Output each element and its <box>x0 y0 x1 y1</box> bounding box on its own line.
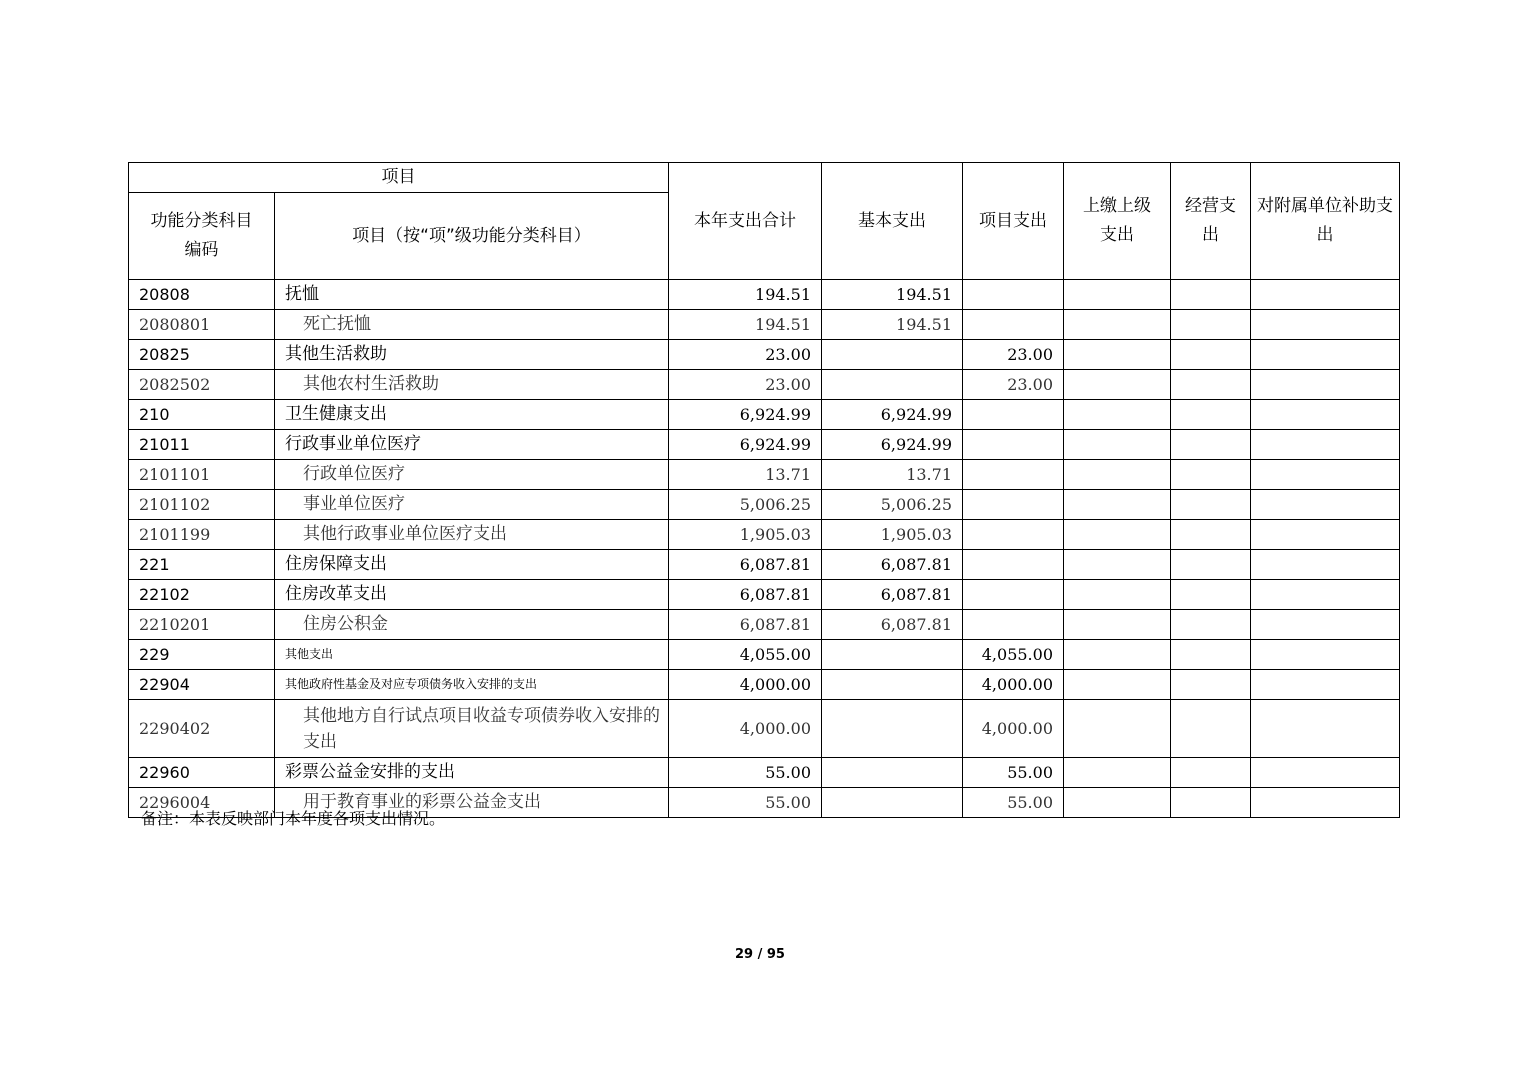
cell-subsidy <box>1251 670 1400 700</box>
header-name: 项目（按“项”级功能分类科目） <box>275 193 669 280</box>
cell-name: 其他政府性基金及对应专项债务收入安排的支出 <box>275 670 669 700</box>
cell-name: 其他地方自行试点项目收益专项债券收入安排的支出 <box>275 700 669 758</box>
cell-total: 4,055.00 <box>669 640 822 670</box>
cell-name: 行政单位医疗 <box>275 460 669 490</box>
header-upper: 上缴上级支出 <box>1064 163 1171 280</box>
cell-name: 其他支出 <box>275 640 669 670</box>
cell-total: 1,905.03 <box>669 520 822 550</box>
cell-basic: 6,087.81 <box>822 550 963 580</box>
header-project: 项目支出 <box>963 163 1064 280</box>
cell-basic <box>822 340 963 370</box>
header-business: 经营支出 <box>1171 163 1251 280</box>
cell-upper <box>1064 788 1171 818</box>
cell-upper <box>1064 310 1171 340</box>
cell-business <box>1171 460 1251 490</box>
table-row <box>129 490 1400 520</box>
cell-subsidy <box>1251 310 1400 340</box>
cell-upper <box>1064 580 1171 610</box>
table-row <box>129 550 1400 580</box>
cell-code: 20825 <box>129 340 275 370</box>
cell-project: 23.00 <box>963 340 1064 370</box>
cell-project <box>963 400 1064 430</box>
table-row <box>129 670 1400 700</box>
cell-code: 2296004 <box>129 788 275 818</box>
cell-code: 210 <box>129 400 275 430</box>
cell-project <box>963 280 1064 310</box>
cell-name: 住房保障支出 <box>275 550 669 580</box>
cell-basic: 13.71 <box>822 460 963 490</box>
cell-code: 22960 <box>129 758 275 788</box>
cell-basic: 194.51 <box>822 310 963 340</box>
cell-name: 事业单位医疗 <box>275 490 669 520</box>
cell-upper <box>1064 758 1171 788</box>
cell-business <box>1171 580 1251 610</box>
cell-subsidy <box>1251 610 1400 640</box>
cell-upper <box>1064 340 1171 370</box>
cell-total: 6,924.99 <box>669 430 822 460</box>
cell-business <box>1171 400 1251 430</box>
page-number: 29 / 95 <box>735 947 785 962</box>
cell-total: 4,000.00 <box>669 700 822 758</box>
table-row <box>129 400 1400 430</box>
cell-basic: 1,905.03 <box>822 520 963 550</box>
cell-code: 2290402 <box>129 700 275 758</box>
cell-business <box>1171 280 1251 310</box>
cell-business <box>1171 520 1251 550</box>
cell-total: 55.00 <box>669 788 822 818</box>
cell-subsidy <box>1251 280 1400 310</box>
cell-basic <box>822 640 963 670</box>
cell-business <box>1171 788 1251 818</box>
cell-subsidy <box>1251 640 1400 670</box>
cell-business <box>1171 310 1251 340</box>
cell-code: 20808 <box>129 280 275 310</box>
table-row <box>129 580 1400 610</box>
cell-total: 6,087.81 <box>669 610 822 640</box>
budget-table <box>128 162 1400 818</box>
table-body <box>129 280 1400 818</box>
cell-project: 55.00 <box>963 758 1064 788</box>
header-basic: 基本支出 <box>822 163 963 280</box>
cell-subsidy <box>1251 340 1400 370</box>
cell-subsidy <box>1251 430 1400 460</box>
cell-total: 13.71 <box>669 460 822 490</box>
cell-name: 行政事业单位医疗 <box>275 430 669 460</box>
table-row <box>129 280 1400 310</box>
cell-basic <box>822 788 963 818</box>
cell-basic: 6,087.81 <box>822 580 963 610</box>
table-row <box>129 520 1400 550</box>
cell-total: 55.00 <box>669 758 822 788</box>
cell-business <box>1171 550 1251 580</box>
cell-basic: 6,924.99 <box>822 400 963 430</box>
cell-basic <box>822 670 963 700</box>
cell-total: 23.00 <box>669 370 822 400</box>
cell-business <box>1171 370 1251 400</box>
cell-basic <box>822 700 963 758</box>
table-row <box>129 430 1400 460</box>
cell-name: 抚恤 <box>275 280 669 310</box>
cell-project <box>963 610 1064 640</box>
cell-project: 4,000.00 <box>963 670 1064 700</box>
table-row <box>129 310 1400 340</box>
cell-upper <box>1064 610 1171 640</box>
cell-code: 21011 <box>129 430 275 460</box>
cell-name: 卫生健康支出 <box>275 400 669 430</box>
cell-upper <box>1064 520 1171 550</box>
cell-subsidy <box>1251 370 1400 400</box>
table-row <box>129 370 1400 400</box>
cell-project <box>963 550 1064 580</box>
cell-business <box>1171 490 1251 520</box>
cell-project: 4,055.00 <box>963 640 1064 670</box>
cell-code: 2101102 <box>129 490 275 520</box>
cell-total: 4,000.00 <box>669 670 822 700</box>
cell-code: 2082502 <box>129 370 275 400</box>
cell-name: 其他生活救助 <box>275 340 669 370</box>
table-note: 备注：本表反映部门本年度各项支出情况。 <box>141 809 446 828</box>
cell-code: 22102 <box>129 580 275 610</box>
cell-basic <box>822 370 963 400</box>
cell-subsidy <box>1251 460 1400 490</box>
cell-subsidy <box>1251 758 1400 788</box>
cell-subsidy <box>1251 788 1400 818</box>
cell-subsidy <box>1251 520 1400 550</box>
table-row <box>129 340 1400 370</box>
cell-name: 用于教育事业的彩票公益金支出 <box>275 788 669 818</box>
cell-total: 194.51 <box>669 280 822 310</box>
cell-name: 住房改革支出 <box>275 580 669 610</box>
cell-project: 23.00 <box>963 370 1064 400</box>
cell-upper <box>1064 640 1171 670</box>
cell-total: 6,087.81 <box>669 580 822 610</box>
cell-code: 2101101 <box>129 460 275 490</box>
cell-subsidy <box>1251 700 1400 758</box>
cell-total: 194.51 <box>669 310 822 340</box>
header-subsidy: 对附属单位补助支出 <box>1251 163 1400 280</box>
cell-code: 2210201 <box>129 610 275 640</box>
cell-total: 5,006.25 <box>669 490 822 520</box>
cell-upper <box>1064 670 1171 700</box>
cell-project: 4,000.00 <box>963 700 1064 758</box>
cell-basic <box>822 758 963 788</box>
cell-name: 彩票公益金安排的支出 <box>275 758 669 788</box>
cell-subsidy <box>1251 490 1400 520</box>
cell-basic: 194.51 <box>822 280 963 310</box>
table-row <box>129 758 1400 788</box>
table-row <box>129 640 1400 670</box>
table-row <box>129 610 1400 640</box>
table-row <box>129 700 1400 758</box>
cell-project <box>963 490 1064 520</box>
cell-code: 221 <box>129 550 275 580</box>
cell-basic: 6,087.81 <box>822 610 963 640</box>
cell-project: 55.00 <box>963 788 1064 818</box>
cell-total: 23.00 <box>669 340 822 370</box>
cell-upper <box>1064 700 1171 758</box>
cell-subsidy <box>1251 550 1400 580</box>
table-row <box>129 460 1400 490</box>
cell-business <box>1171 610 1251 640</box>
cell-business <box>1171 670 1251 700</box>
cell-upper <box>1064 430 1171 460</box>
cell-business <box>1171 340 1251 370</box>
cell-business <box>1171 430 1251 460</box>
cell-upper <box>1064 550 1171 580</box>
cell-code: 2080801 <box>129 310 275 340</box>
cell-business <box>1171 640 1251 670</box>
cell-project <box>963 430 1064 460</box>
cell-name: 其他农村生活救助 <box>275 370 669 400</box>
cell-upper <box>1064 370 1171 400</box>
cell-name: 住房公积金 <box>275 610 669 640</box>
cell-upper <box>1064 280 1171 310</box>
cell-upper <box>1064 460 1171 490</box>
cell-business <box>1171 758 1251 788</box>
cell-total: 6,087.81 <box>669 550 822 580</box>
cell-code: 2101199 <box>129 520 275 550</box>
cell-business <box>1171 700 1251 758</box>
cell-name: 死亡抚恤 <box>275 310 669 340</box>
header-item-group: 项目 <box>129 163 669 193</box>
cell-code: 229 <box>129 640 275 670</box>
cell-total: 6,924.99 <box>669 400 822 430</box>
cell-subsidy <box>1251 580 1400 610</box>
cell-upper <box>1064 400 1171 430</box>
cell-project <box>963 310 1064 340</box>
header-code: 功能分类科目编码 <box>129 193 275 280</box>
cell-code: 22904 <box>129 670 275 700</box>
header-total: 本年支出合计 <box>669 163 822 280</box>
cell-project <box>963 460 1064 490</box>
cell-project <box>963 520 1064 550</box>
cell-name: 其他行政事业单位医疗支出 <box>275 520 669 550</box>
cell-subsidy <box>1251 400 1400 430</box>
cell-project <box>963 580 1064 610</box>
cell-basic: 6,924.99 <box>822 430 963 460</box>
cell-upper <box>1064 490 1171 520</box>
cell-basic: 5,006.25 <box>822 490 963 520</box>
